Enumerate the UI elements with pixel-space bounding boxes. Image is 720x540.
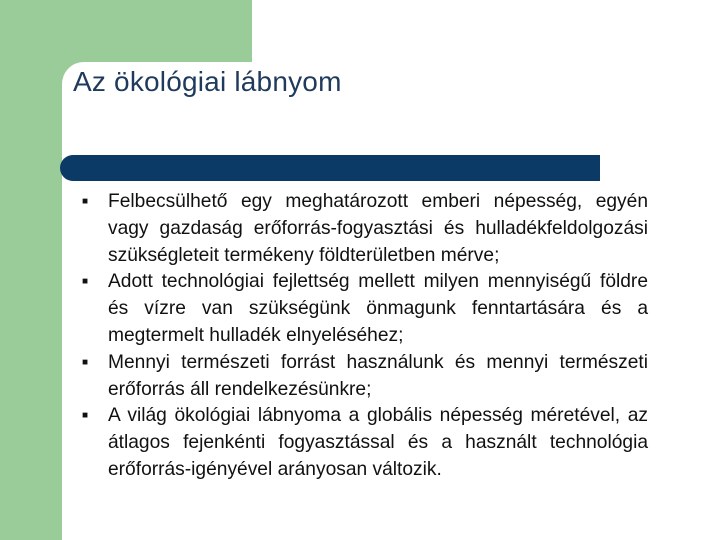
bullet-list <box>80 189 648 484</box>
bullet-item <box>80 269 648 349</box>
slide-title: Az ökológiai lábnyom <box>73 66 342 97</box>
bullet-item <box>80 350 648 404</box>
bullet-item <box>80 189 648 269</box>
bullet-text: A világ ökológiai lábnyoma a globális népesség méretével, az átlagos fejenkénti fogyasztással és a használt technológia erőforrás-igényével arányosan változik. <box>108 405 648 480</box>
square-bullet-icon <box>82 403 88 430</box>
square-bullet-icon <box>82 350 88 377</box>
bullet-text: Mennyi természeti forrást használunk és mennyi természeti erőforrás áll rendelkezésünkre; <box>108 351 648 400</box>
square-bullet-icon <box>82 189 88 216</box>
bullet-item <box>80 403 648 483</box>
square-bullet-icon <box>82 269 88 296</box>
bullet-text: Adott technológiai fejlettség mellett milyen mennyiségű földre és vízre van szükségünk önmagunk fenntartására és a megtermelt hulladék elnyeléséhez; <box>108 271 648 346</box>
title-divider-bar <box>60 155 600 181</box>
bullet-text: Felbecsülhető egy meghatározott emberi népesség, egyén vagy gazdaság erőforrás-fogyasztási és hulladékfeldolgozási szükségleteit termékeny földterületben mérve; <box>108 191 648 266</box>
